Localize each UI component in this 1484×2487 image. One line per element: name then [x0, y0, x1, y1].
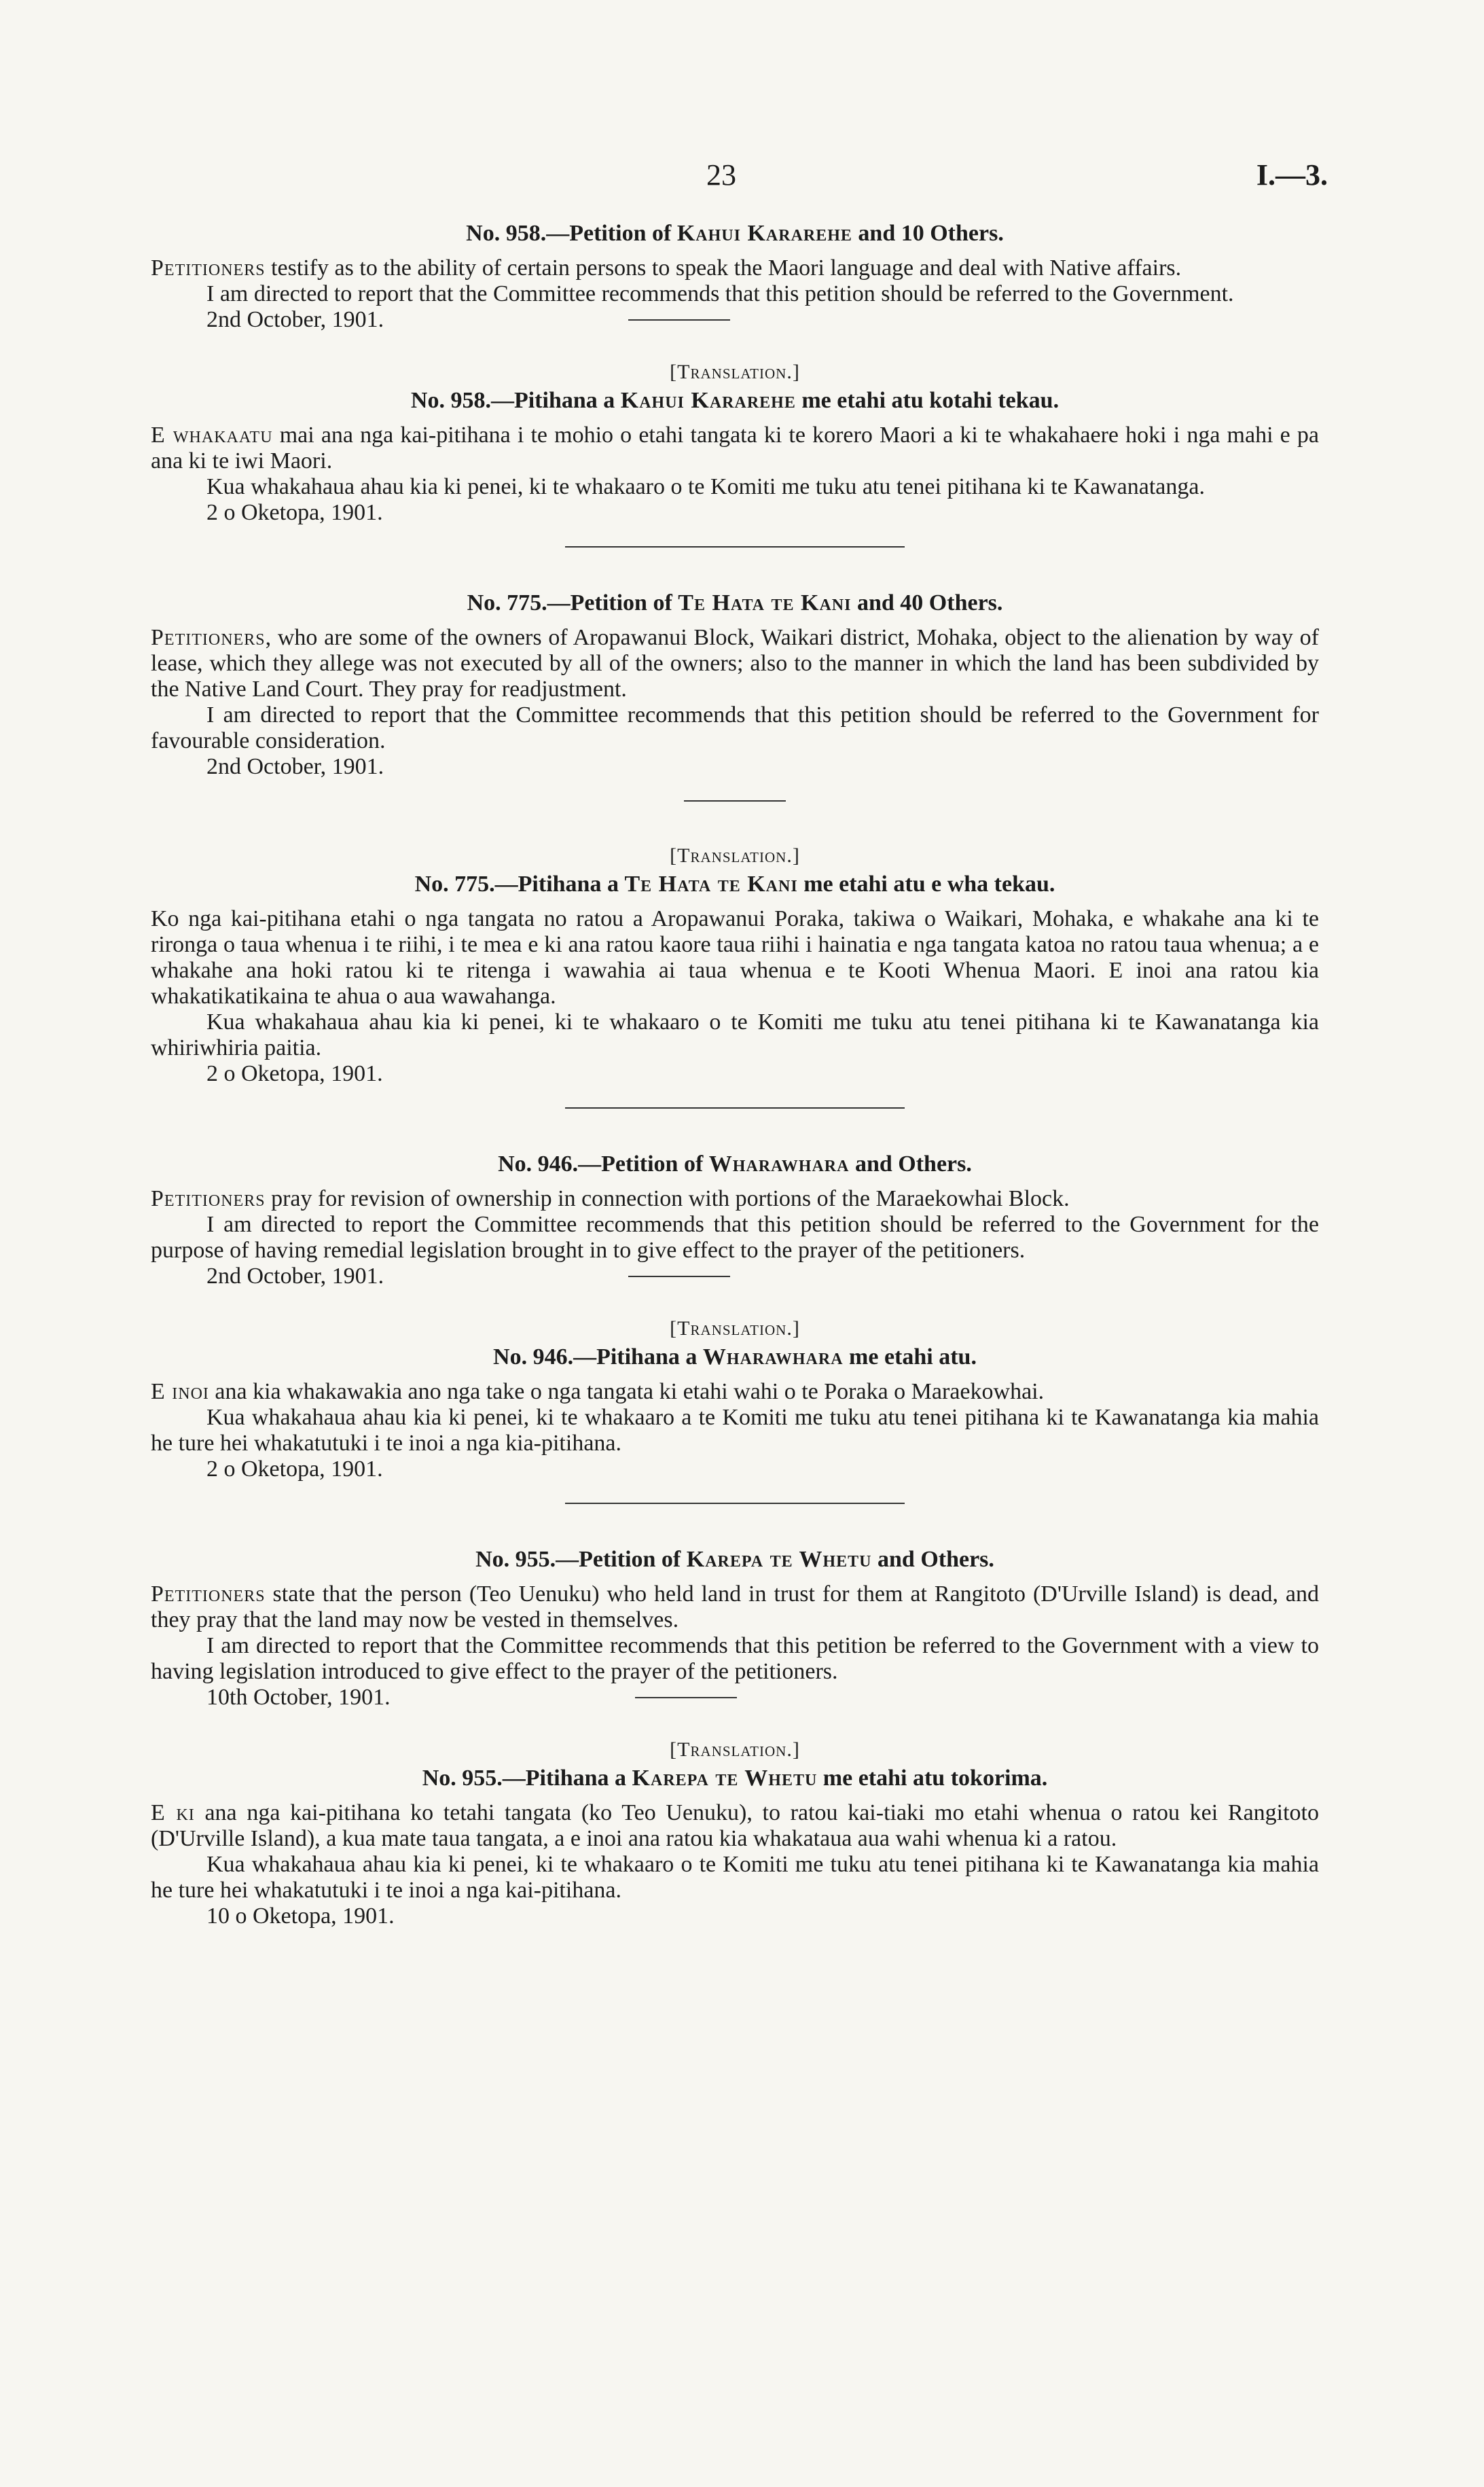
section-title: No. 955.—Petition of Karepa te Whetu and Others.: [475, 1547, 994, 1572]
section-title: No. 958.—Petition of Kahui Kararehe and 10 Others.: [466, 221, 1004, 246]
petition-body: Petitioners, who are some of the owners of Aropawanui Block, Waikari district, Mohaka, object to the alienation by way of lease, which they allege was not executed by all of the owners; also to the manner in which the land has been subdivided by the Native Land Court. They pray for readjustment.: [151, 625, 1319, 702]
petition-body: E ki ana nga kai-pitihana ko tetahi tangata (ko Teo Uenuku), to ratou kai-tiaki mo etahi whenua o ratou kei Rangitoto (D'Urville Island), a kua mate taua tangata, a e inoi ana ratou kia whakataua aua wahi whenua ki a ratou.: [151, 1800, 1320, 1851]
section-date: 2nd October, 1901.: [206, 1264, 384, 1289]
translation-section: [151, 842, 1319, 1109]
section-divider: [565, 1107, 905, 1109]
section-title: No. 955.—Pitihana a Karepa te Whetu me etahi atu tokorima.: [422, 1766, 1048, 1791]
committee-report: Kua whakahaua ahau kia ki penei, ki te whakaaro o te Komiti me tuku atu tenei pitihana ki te Kawanatanga kia mahia he ture hei whakatutuki i te inoi a nga kai-pitihana.: [151, 1852, 1319, 1903]
section-title: No. 775.—Petition of Te Hata te Kani and 40 Others.: [467, 590, 1003, 615]
document-reference: I.—3.: [1256, 158, 1328, 192]
committee-report: I am directed to report the Committee recommends that this petition should be referred to the Government for the purpose of having remedial legislation brought in to give effect to the prayer of the petitioners.: [151, 1212, 1319, 1263]
translation-heading: [Translation.]: [670, 361, 800, 383]
petition-body: Petitioners testify as to the ability of certain persons to speak the Maori language and deal with Native affairs.: [151, 255, 1182, 281]
section-date: 10th October, 1901.: [206, 1685, 391, 1710]
section-title: No. 946.—Petition of Wharawhara and Others.: [498, 1151, 972, 1177]
committee-report: I am directed to report that the Committee recommends that this petition be referred to the Government with a view to having legislation introduced to give effect to the prayer of the petitioners.: [151, 1633, 1319, 1684]
petition-body: Ko nga kai-pitihana etahi o nga tangata no ratou a Aropawanui Poraka, takiwa o Waikari, Mohaka, e whakahe ana ki te rironga o taua whenua i te riihi, i te mea e ki ana ratou kaore taua riihi i hainatia e nga tangata katoa no ratou taua whenua; a e whakahe ana hoki ratou ki te ritenga i wawahia ai taua whenua e te Kooti Whenua Maori. E inoi ana ratou kia whakatikatikaina te ahua o aua wawahanga.: [151, 906, 1319, 1009]
section-date: 10 o Oketopa, 1901.: [206, 1903, 395, 1929]
short-divider: [635, 1697, 737, 1698]
page-header: [0, 158, 1484, 198]
petition-body: E whakaatu mai ana nga kai-pitihana i te mohio o etahi tangata ki te korero Maori a ki te whakahaere hoki i nga mahi e pa ana ki te iwi Maori.: [151, 423, 1319, 473]
translation-heading: [Translation.]: [670, 1738, 800, 1761]
section-divider: [565, 546, 905, 548]
section-date: 2nd October, 1901.: [206, 754, 384, 779]
committee-report: Kua whakahaua ahau kia ki penei, ki te whakaaro o te Komiti me tuku atu tenei pitihana ki te Kawanatanga kia whiriwhiria paitia.: [151, 1009, 1319, 1060]
petition-section: [151, 588, 1319, 802]
petition-section: [151, 1545, 1319, 1711]
page-number: 23: [706, 158, 736, 192]
translation-section: [151, 1315, 1319, 1504]
petition-body: Petitioners pray for revision of ownership in connection with portions of the Maraekowhai Block.: [151, 1186, 1070, 1211]
committee-report: Kua whakahaua ahau kia ki penei, ki te whakaaro o te Komiti me tuku atu tenei pitihana ki te Kawanatanga.: [206, 474, 1205, 499]
committee-report: I am directed to report that the Committee recommends that this petition should be referred to the Government.: [206, 281, 1234, 306]
section-date: 2nd October, 1901.: [206, 307, 384, 332]
translation-section: [151, 359, 1319, 548]
section-title: No. 775.—Pitihana a Te Hata te Kani me etahi atu e wha tekau.: [414, 872, 1055, 897]
section-date: 2 o Oketopa, 1901.: [206, 1456, 383, 1482]
petition-body: E inoi ana kia whakawakia ano nga take o nga tangata ki etahi wahi o te Poraka o Maraekowhai.: [151, 1379, 1045, 1404]
translation-heading: [Translation.]: [670, 1317, 800, 1340]
section-date: 2 o Oketopa, 1901.: [206, 500, 383, 525]
translation-heading: [Translation.]: [670, 844, 800, 867]
short-divider: [684, 800, 786, 802]
petition-section: [151, 219, 1319, 333]
translation-section: [151, 1736, 1319, 1929]
section-title: No. 958.—Pitihana a Kahui Kararehe me etahi atu kotahi tekau.: [410, 388, 1060, 413]
page-content: [151, 219, 1319, 1929]
petition-section: [151, 1149, 1319, 1289]
petition-body: Petitioners state that the person (Teo Uenuku) who held land in trust for them at Rangitoto (D'Urville Island) is dead, and they pray that the land may now be vested in themselves.: [151, 1581, 1319, 1632]
section-date: 2 o Oketopa, 1901.: [206, 1061, 383, 1086]
short-divider: [628, 319, 730, 321]
section-title: No. 946.—Pitihana a Wharawhara me etahi atu.: [493, 1344, 977, 1370]
committee-report: I am directed to report that the Committee recommends that this petition should be referred to the Government for favourable consideration.: [151, 702, 1319, 753]
short-divider: [628, 1276, 730, 1277]
section-divider: [565, 1503, 905, 1504]
committee-report: Kua whakahaua ahau kia ki penei, ki te whakaaro a te Komiti me tuku atu tenei pitihana ki te Kawanatanga kia mahia he ture hei whakatutuki i te inoi a nga kia-pitihana.: [151, 1405, 1319, 1456]
